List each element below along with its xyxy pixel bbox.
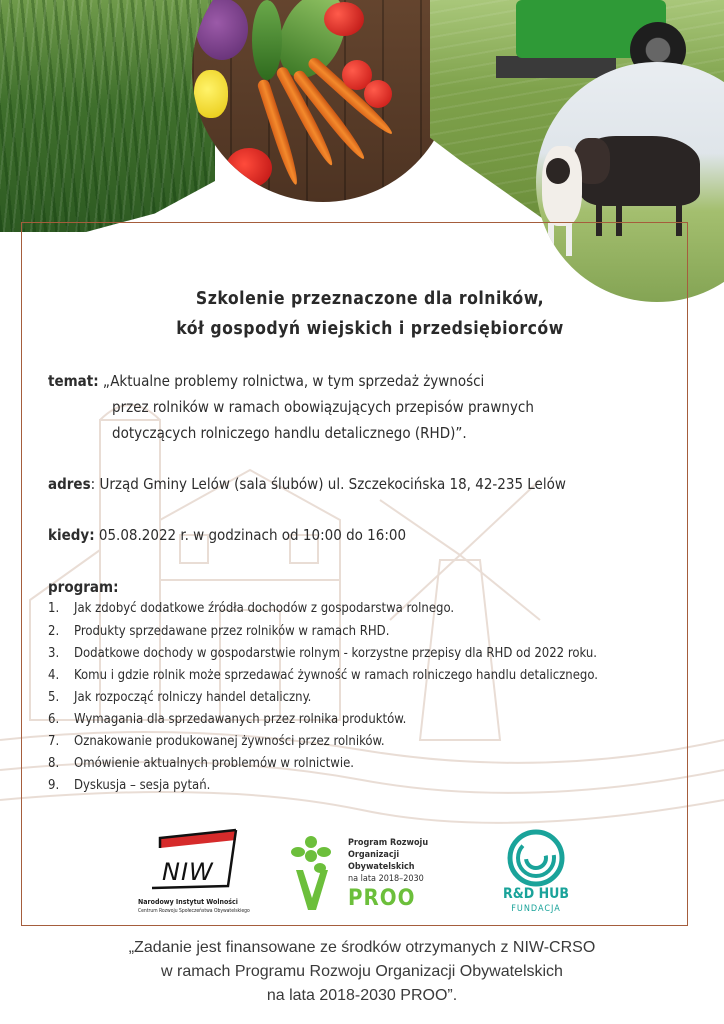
rdhub-subtitle: FUNDACJA <box>511 904 561 914</box>
proo-logo <box>286 836 446 916</box>
program-item: 3. Dodatkowe dochody w gospodarstwie rolnym - korzystne przepisy dla RHD od 2022 roku. <box>48 646 597 661</box>
program-label: program: <box>48 578 119 596</box>
niw-mark-text: NIW <box>162 858 214 886</box>
date-value: 05.08.2022 r. w godzinach od 10:00 do 16:00 <box>94 526 407 544</box>
rdhub-name: R&D HUB <box>503 886 569 902</box>
topic-text-line-3: dotyczących rolniczego handlu detalicznego (RHD)”. <box>112 424 467 442</box>
proo-line-4: na lata 2018–2030 <box>348 874 424 884</box>
proo-line-3: Obywatelskich <box>348 862 415 872</box>
proo-line-2: Organizacji <box>348 850 400 860</box>
address-label: adres <box>48 475 91 493</box>
program-item: 2. Produkty sprzedawane przez rolników w ramach RHD. <box>48 624 390 639</box>
page-title-line-2: kół gospodyń wiejskich i przedsiębiorców <box>176 319 564 339</box>
page-title-line-1: Szkolenie przeznaczone dla rolników, <box>195 289 545 309</box>
rdhub-spiral-icon <box>506 828 566 888</box>
niw-name: Narodowy Instytut Wolności <box>138 898 238 906</box>
program-item: 8. Omówienie aktualnych problemów w rolnictwie. <box>48 756 354 771</box>
topic-label: temat: <box>48 372 99 390</box>
date-label: kiedy: <box>48 526 95 544</box>
niw-logo <box>138 828 258 918</box>
topic-text-line-2: przez rolników w ramach obowiązujących przepisów prawnych <box>112 398 534 416</box>
rdhub-logo <box>486 828 586 918</box>
program-item: 5. Jak rozpocząć rolniczy handel detaliczny. <box>48 690 312 705</box>
funding-note-line-3: na lata 2018-2030 PROO”. <box>266 987 458 1004</box>
program-item: 1. Jak zdobyć dodatkowe źródła dochodów z gospodarstwa rolnego. <box>48 601 455 616</box>
funding-note-line-2: w ramach Programu Rozwoju Organizacji Obywatelskich <box>161 963 563 980</box>
funding-note-line-1: „Zadanie jest finansowane ze środków otrzymanych z NIW-CRSO <box>128 939 596 956</box>
proo-wordmark: PROO <box>348 886 416 911</box>
date-row <box>48 526 406 544</box>
topic-row <box>48 372 484 390</box>
program-item: 9. Dyskusja – sesja pytań. <box>48 778 211 793</box>
program-item: 6. Wymagania dla sprzedawanych przez rolnika produktów. <box>48 712 407 727</box>
vegetables-photo <box>192 0 454 202</box>
address-row <box>48 475 566 493</box>
grass-photo <box>0 0 215 232</box>
program-item: 4. Komu i gdzie rolnik może sprzedawać żywność w ramach rolniczego handlu detalicznego. <box>48 668 598 683</box>
address-value: : Urząd Gminy Lelów (sala ślubów) ul. Szczekocińska 18, 42-235 Lelów <box>90 475 566 493</box>
niw-subtitle: Centrum Rozwoju Społeczeństwa Obywatelskiego <box>138 908 250 914</box>
proo-flower-icon <box>286 836 336 914</box>
program-item: 7. Oznakowanie produkowanej żywności przez rolników. <box>48 734 385 749</box>
proo-line-1: Program Rozwoju <box>348 838 429 848</box>
topic-text-line-1: „Aktualne problemy rolnictwa, w tym sprzedaż żywności <box>102 372 485 390</box>
